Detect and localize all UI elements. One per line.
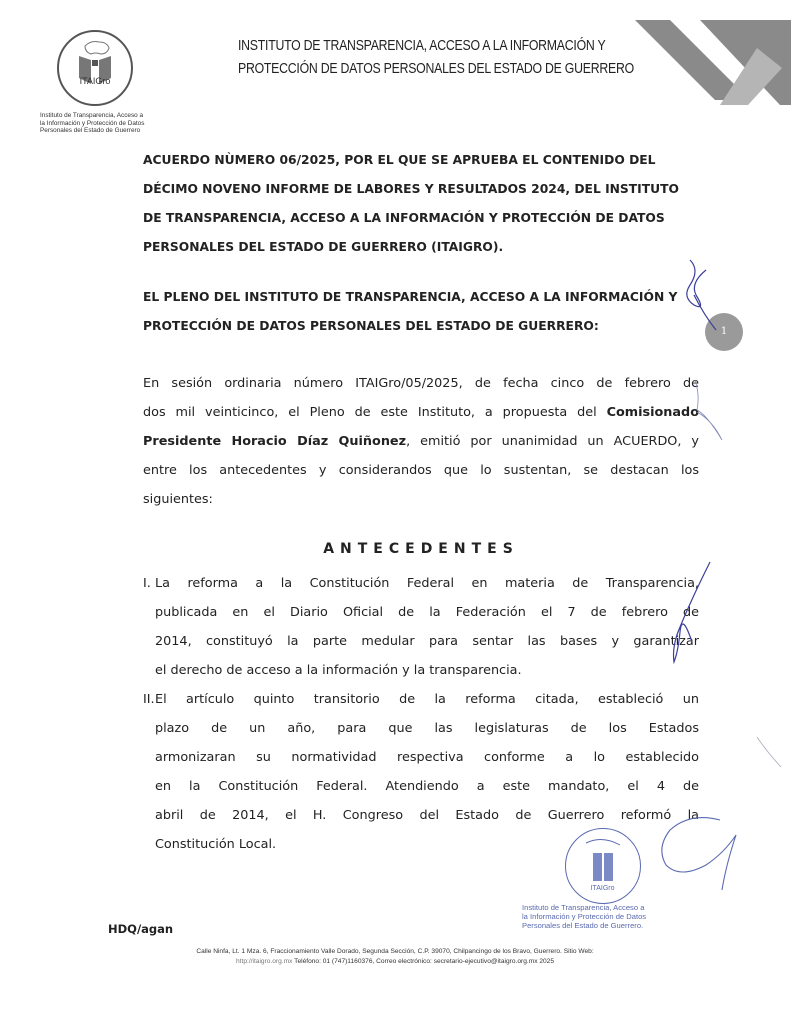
commissioner-title: Comisionado (606, 405, 699, 420)
antecedente-number: I. (143, 576, 151, 591)
official-stamp (565, 828, 641, 904)
footer-contact-info: Teléfono: 01 (747)1160376, Correo electrónico: secretario-ejecutivo@itaigro.org.mx 2025 (294, 958, 554, 965)
antecedente-line: abril de 2014, el H. Congreso del Estado de Guerrero reformó la (155, 808, 699, 823)
signature-mark-icon (660, 255, 730, 335)
institute-logo (57, 30, 133, 106)
logo-caption-line: la Información y Protección de Datos (40, 119, 145, 127)
intro-paragraph (143, 369, 699, 514)
header-title (238, 34, 634, 80)
signature-mark-icon (690, 380, 730, 450)
antecedente-number: II. (143, 692, 155, 707)
stamp-caption-line: Personales del Estado de Guerrero. (522, 921, 644, 930)
stamp-name: ITAIGro (590, 885, 615, 892)
page-footer (100, 947, 690, 967)
antecedente-line: Constitución Local. (155, 837, 277, 852)
page-number-badge: 1 (705, 313, 743, 351)
antecedente-line: El artículo quinto transitorio de la reforma citada, estableció un (155, 692, 699, 707)
pleno-heading-line: PROTECCIÓN DE DATOS PERSONALES DEL ESTADO DE GUERRERO: (143, 319, 599, 333)
agreement-title-line: DÉCIMO NOVENO INFORME DE LABORES Y RESULTADOS 2024, DEL INSTITUTO (143, 182, 679, 196)
logo-emblem-icon (59, 32, 131, 104)
intro-line: En sesión ordinaria número ITAIGro/05/2025, de fecha cinco de febrero de (143, 376, 699, 391)
antecedente-line: el derecho de acceso a la información y la transparencia. (155, 663, 522, 678)
intro-line: siguientes: (143, 492, 213, 507)
footer-contact (100, 957, 690, 967)
intro-line (143, 427, 699, 456)
agreement-title-line: PERSONALES DEL ESTADO DE GUERRERO (ITAIGRO). (143, 240, 504, 254)
signature-mark-icon (660, 560, 720, 670)
antecedente-line: armonizaran su normatividad respectiva conforme a lo establecido (155, 750, 699, 765)
commissioner-name: Presidente Horacio Díaz Quiñonez (143, 434, 407, 449)
stamp-caption-line: la Información y Protección de Datos (522, 912, 647, 921)
stamp-caption-line: Instituto de Transparencia, Acceso a (522, 903, 645, 912)
antecedente-line: publicada en el Diario Oficial de la Federación el 7 de febrero de (155, 605, 699, 620)
footer-address: Calle Ninfa, Lt. 1 Mza. 6, Fraccionamiento Valle Dorado, Segunda Sección, C.P. 39070, Chilpancingo de los Bravo, Guerrero. Sitio Web: (196, 948, 594, 955)
footer-website-link[interactable]: http://itaigro.org.mx (236, 958, 295, 965)
antecedente-line: en la Constitución Federal. Atendiendo a este mandato, el 4 de (155, 779, 699, 794)
intro-text: dos mil veinticinco, el Pleno de este Instituto, a propuesta del (143, 405, 607, 420)
header-title-line: INSTITUTO DE TRANSPARENCIA, ACCESO A LA INFORMACIÓN Y (238, 37, 606, 54)
logo-name: ITAIGro (79, 76, 111, 86)
antecedente-line: 2014, constituyó la parte medular para sentar las bases y garantizar (155, 634, 699, 649)
stamp-caption (522, 903, 712, 930)
signature-mark-icon (640, 810, 750, 910)
corner-decoration-icon (630, 20, 791, 105)
section-heading: ANTECEDENTES (323, 541, 519, 557)
agreement-title-line: DE TRANSPARENCIA, ACCESO A LA INFORMACIÓN Y PROTECCIÓN DE DATOS (143, 211, 665, 225)
antecedente-item (143, 569, 699, 685)
header-title-line: PROTECCIÓN DE DATOS PERSONALES DEL ESTADO DE GUERRERO (238, 60, 634, 77)
signature-mark-icon (755, 735, 785, 775)
logo-caption-line: Instituto de Transparencia, Acceso a (40, 112, 144, 119)
reference-initials: HDQ/agan (108, 922, 174, 936)
intro-text: , emitió por unanimidad un ACUERDO, y (406, 434, 699, 449)
logo-caption-line: Personales del Estado de Guerrero (40, 127, 141, 135)
intro-line: entre los antecedentes y considerandos que lo sustentan, se destacan los (143, 463, 699, 478)
logo-caption (40, 112, 180, 135)
pleno-heading (143, 283, 723, 341)
antecedente-line: La reforma a la Constitución Federal en materia de Transparencia, (155, 576, 699, 591)
intro-line (143, 398, 699, 427)
pleno-heading-line: EL PLENO DEL INSTITUTO DE TRANSPARENCIA, ACCESO A LA INFORMACIÓN Y (143, 290, 678, 304)
agreement-title-line: ACUERDO NÙMERO 06/2025, POR EL QUE SE APRUEBA EL CONTENIDO DEL (143, 153, 656, 167)
agreement-title (143, 146, 698, 262)
antecedente-line: plazo de un año, para que las legislaturas de los Estados (155, 721, 699, 736)
